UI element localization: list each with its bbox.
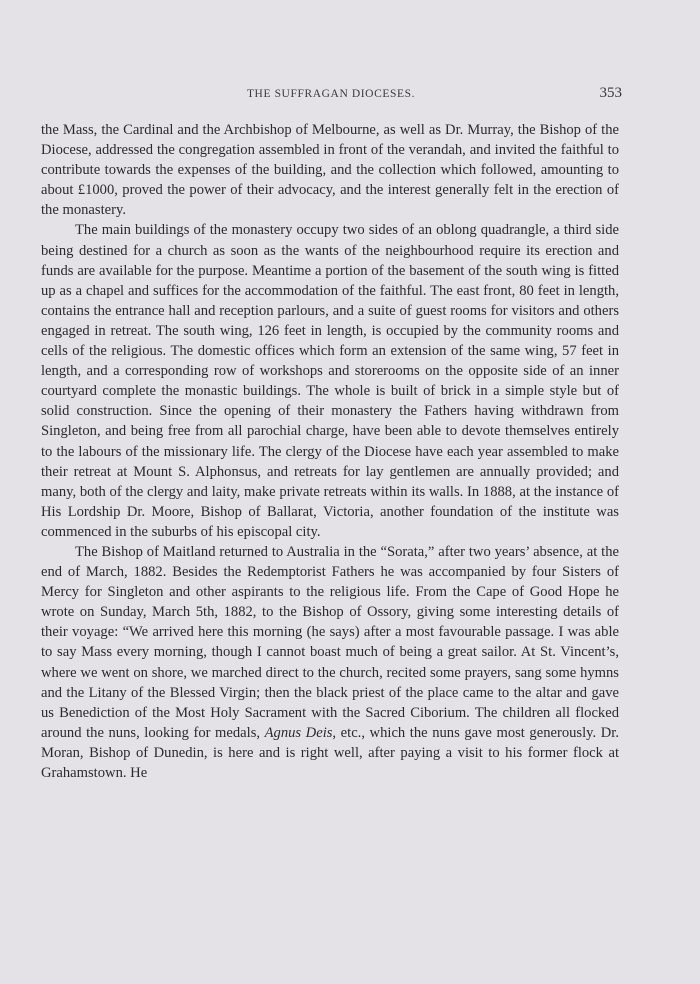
- paragraph-text-part: etc., which the nuns gave most generously. Dr. Moran, Bishop of Dunedin, is here and is right well, after paying a visit to his former flock at Grahamstown. He: [41, 724, 619, 781]
- paragraph-continued: the Mass, the Cardinal and the Archbishop of Melbourne, as well as Dr. Murray, the Bishop of the Diocese, addressed the congregation assembled in front of the verandah, and invited the faithful to contribute towards the expenses of the building, and the collection which followed, amounting to about £1000, proved the power of their advocacy, and the interest generally felt in the erection of the monastery.: [41, 122, 619, 219]
- running-title: THE SUFFRAGAN DIOCESES.: [246, 88, 416, 100]
- paragraph-monastery-buildings: The main buildings of the monastery occupy two sides of an oblong quadrangle, a third side being destined for a church as soon as the wants of the neighbourhood require its erection and funds are available for the purpose. Meantime a portion of the basement of the south wing is fitted up as a chapel and suffices for the accommodation of the faithful. The east front, 80 feet in length, contains the entrance hall and reception parlours, and a suite of guest rooms for visitors and others engaged in retreat. The south wing, 126 feet in length, is occupied by the community rooms and cells of the religious. The domestic offices which form an extension of the same wing, 57 feet in length, and a corresponding row of workshops and storerooms on the opposite side of an inner courtyard complete the monastic buildings. The whole is built of brick in a simple style but of solid construction. Since the opening of their monastery the Fathers having withdrawn from Singleton, and being free from all parochial charge, have been able to devote themselves entirely to the labours of the missionary life. The clergy of the Diocese have each year assembled to make their retreat at Mount S. Alphonsus, and retreats for lay gentlemen are annually provided; and many, both of the clergy and laity, make private retreats within its walls. In 1888, at the instance of His Lordship Dr. Moore, Bishop of Ballarat, Victoria, another foundation of the institute was commenced in the suburbs of his episcopal city.: [41, 222, 619, 540]
- paragraph-text-part: The Bishop of Maitland returned to Australia in the “Sorata,” after two years’ absence, at the end of March, 1882. Besides the Redemptorist Fathers he was accompanied by four Sisters of Mercy for Singleton and other aspirants to the religious life. From the Cape of Good Hope he wrote on Sunday, March 5th, 1882, to the Bishop of Ossory, giving some interesting details of their voyage: “We arrived here this morning (he says) after a most favourable passage. I was able to say Mass every morning, though I cannot boast much of being a great sailor. At St. Vincent’s, where we went on shore, we marched direct to the church, recited some prayers, sang some hymns and the Litany of the Blessed Virgin; then the black priest of the place came to the altar and gave us Benediction of the Most Holy Sacrament with the Sacred Ciborium. The children all flocked around the nuns, looking for medals,: [41, 543, 619, 741]
- body-text: [41, 120, 619, 783]
- running-header: [40, 85, 622, 108]
- page-number: 353: [599, 85, 622, 101]
- italic-term: Agnus Deis,: [264, 724, 337, 741]
- paragraph-bishop-return: [41, 542, 619, 783]
